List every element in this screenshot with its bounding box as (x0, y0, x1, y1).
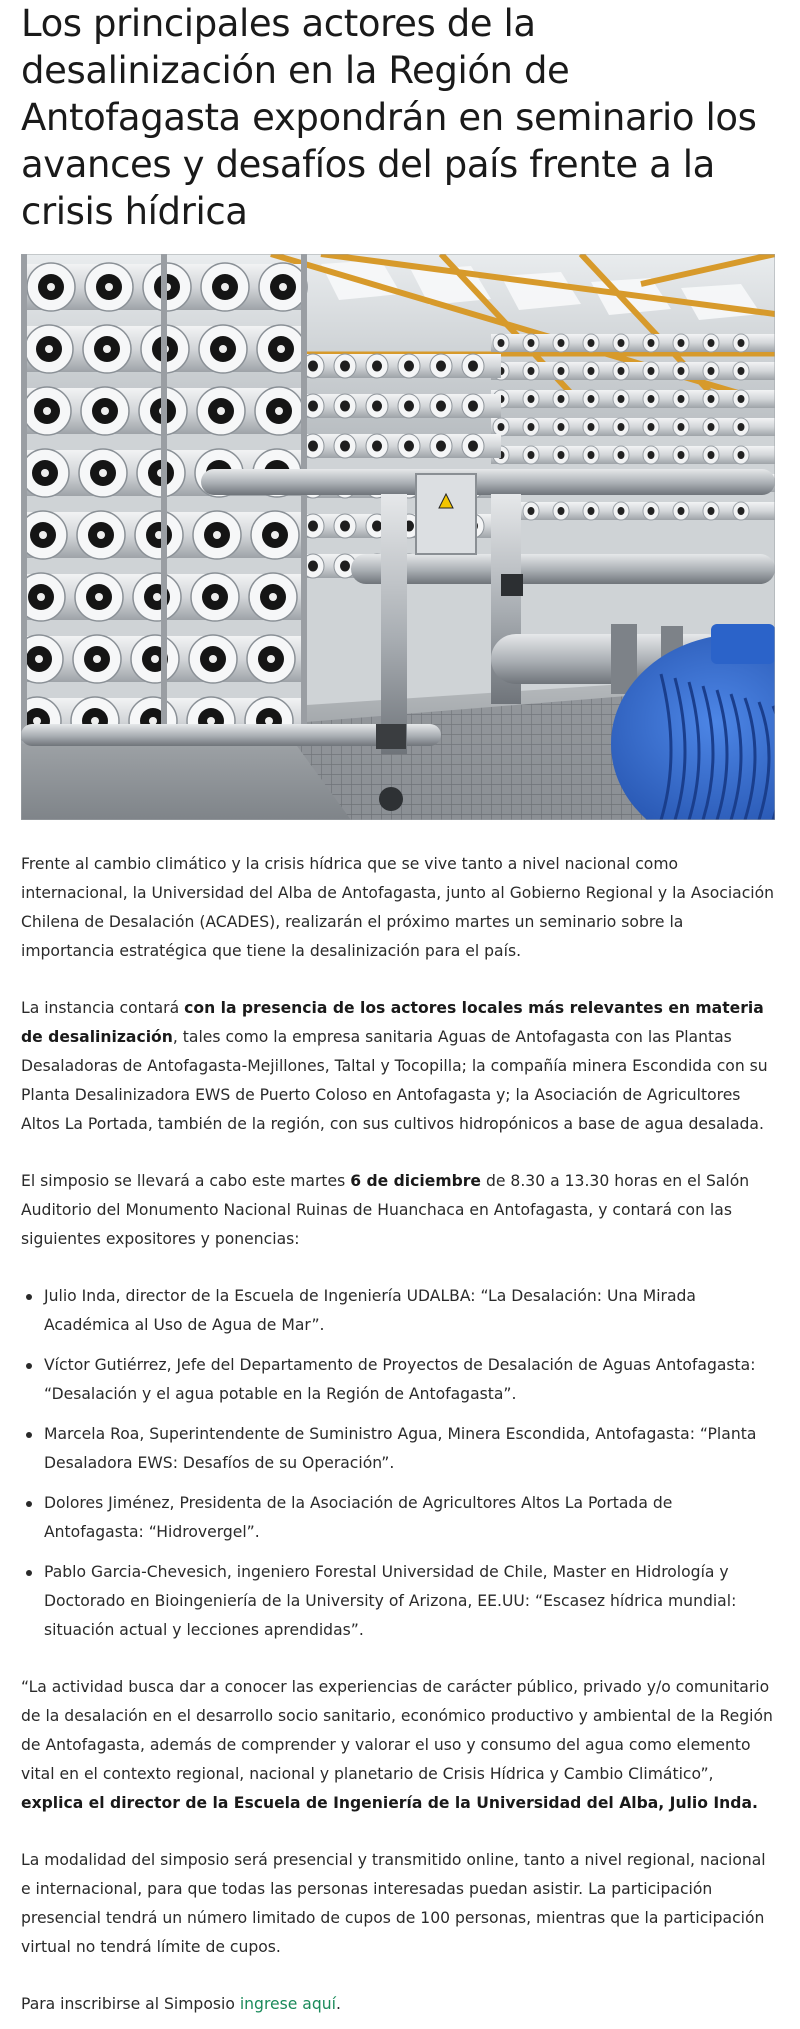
membrane-center (153, 593, 161, 601)
membrane-core (708, 423, 715, 431)
membrane-core (558, 423, 565, 431)
membrane-core (678, 367, 685, 375)
membrane-core (340, 441, 350, 452)
membrane-core (738, 339, 745, 347)
membrane-core (678, 507, 685, 515)
electrical-cabinet (416, 474, 476, 554)
membrane-core (648, 507, 655, 515)
membrane-core (558, 339, 565, 347)
article (21, 0, 775, 2019)
membrane-center (41, 469, 49, 477)
membrane-center (271, 531, 279, 539)
membrane-core (340, 521, 350, 532)
membrane-center (101, 407, 109, 415)
membrane-core (738, 395, 745, 403)
rack-post (161, 254, 167, 734)
membrane-center (35, 655, 43, 663)
membrane-core (648, 423, 655, 431)
membrane-core (708, 367, 715, 375)
membrane-core (498, 339, 505, 347)
membrane-core (468, 441, 478, 452)
membrane-core (678, 423, 685, 431)
main-pipe (351, 554, 775, 584)
membrane-core (708, 339, 715, 347)
membrane-core (340, 561, 350, 572)
speakers-list (21, 1282, 775, 1645)
membrane-center (105, 283, 113, 291)
membrane-core (618, 423, 625, 431)
membrane-core (528, 423, 535, 431)
membrane-core (468, 401, 478, 412)
membrane-core (436, 401, 446, 412)
membrane-core (308, 361, 318, 372)
bullet-icon (26, 1294, 32, 1300)
bullet-icon (26, 1501, 32, 1507)
membrane-center (95, 593, 103, 601)
membrane-core (404, 441, 414, 452)
membrane-center (37, 593, 45, 601)
membrane-core (618, 367, 625, 375)
membrane-core (528, 395, 535, 403)
membrane-core (648, 451, 655, 459)
list-item: Pablo Garcia-Chevesich, ingeniero Forestal Universidad de Chile, Master en Hidrología y Doctorado en Bioingeniería de la University of Arizona, EE.UU: “Escasez hídrica mundial: situación actual y lecciones aprendidas”. (21, 1558, 775, 1645)
membrane-center (43, 407, 51, 415)
membrane-core (372, 401, 382, 412)
list-item: Marcela Roa, Superintendente de Suministro Agua, Minera Escondida, Antofagasta: “Planta Desaladora EWS: Desafíos de su Operación”. (21, 1420, 775, 1478)
membrane-center (211, 593, 219, 601)
register-link[interactable]: ingrese aquí (239, 1995, 336, 2013)
membrane-core (588, 451, 595, 459)
membrane-core (738, 367, 745, 375)
membrane-core (558, 451, 565, 459)
paragraph-schedule: El simposio se llevará a cabo este martes 6 de diciembre de 8.30 a 13.30 horas en el Salón Auditorio del Monumento Nacional Ruinas de Huanchaca en Antofagasta, y contará con las siguientes expositores y ponencias: (21, 1172, 750, 1248)
bullet-icon (26, 1363, 32, 1369)
membrane-core (340, 401, 350, 412)
membrane-core (618, 507, 625, 515)
valve (376, 724, 406, 749)
membrane-core (738, 507, 745, 515)
membrane-center (45, 345, 53, 353)
pump-top (711, 624, 775, 664)
membrane-core (618, 451, 625, 459)
membrane-center (219, 345, 227, 353)
membrane-core (588, 423, 595, 431)
paragraph-modality: La modalidad del simposio será presencial y transmitido online, tanto a nivel regional, nacional e internacional, para que todas las personas interesadas puedan asistir. La participación presencial tendrá un número limitado de cupos de 100 personas, mientras que la participación virtual no tendrá límite de cupos. (21, 1851, 766, 1956)
membrane-center (279, 283, 287, 291)
membrane-center (209, 655, 217, 663)
membrane-center (97, 531, 105, 539)
membrane-core (588, 367, 595, 375)
list-item: Dolores Jiménez, Presidenta de la Asociación de Agricultores Altos La Portada de Antofagasta: “Hidrovergel”. (21, 1489, 775, 1547)
membrane-core (436, 441, 446, 452)
membrane-center (99, 469, 107, 477)
membrane-core (372, 441, 382, 452)
membrane-core (558, 507, 565, 515)
membrane-core (648, 339, 655, 347)
membrane-core (404, 401, 414, 412)
membrane-center (267, 655, 275, 663)
membrane-core (618, 339, 625, 347)
paragraph-actors: La instancia contará con la presencia de los actores locales más relevantes en materia de desalinización, tales como la empresa sanitaria Aguas de Antofagasta con las Plantas Desaladoras de Antofagasta-Mejillones, Taltal y Tocopilla; la compañía minera Escondida con su Planta Desalinizadora EWS de Puerto Coloso en Antofagasta y; la Asociación de Agricultores Altos La Portada, también de la región, con sus cultivos hidropónicos a base de agua desalada. (21, 999, 768, 1133)
membrane-center (217, 407, 225, 415)
membrane-center (47, 283, 55, 291)
membrane-center (277, 345, 285, 353)
membrane-center (33, 717, 41, 725)
membrane-core (648, 395, 655, 403)
membrane-center (39, 531, 47, 539)
membrane-center (269, 593, 277, 601)
membrane-core (738, 423, 745, 431)
membrane-core (738, 451, 745, 459)
bullet-icon (26, 1432, 32, 1438)
list-item: Julio Inda, director de la Escuela de Ingeniería UDALBA: “La Desalación: Una Mirada Académica al Uso de Agua de Mar”. (21, 1282, 775, 1340)
membrane-core (558, 367, 565, 375)
membrane-core (678, 339, 685, 347)
membrane-core (436, 361, 446, 372)
hero-image (21, 254, 775, 820)
membrane-core (678, 451, 685, 459)
membrane-core (528, 451, 535, 459)
paragraph-quote: “La actividad busca dar a conocer las experiencias de carácter público, privado y/o comunitario de la desalación en el desarrollo socio sanitario, económico productivo y ambiental de la Región de Antofagasta, además de comprender y valorar el uso y consumo del agua como elemento vital en el contexto regional, nacional y planetario de Crisis Hídrica y Cambio Climático”, explica el director de la Escuela de Ingeniería de la Universidad del Alba, Julio Inda. (21, 1678, 773, 1812)
membrane-core (468, 361, 478, 372)
membrane-core (372, 361, 382, 372)
membrane-core (528, 339, 535, 347)
membrane-center (93, 655, 101, 663)
membrane-core (498, 423, 505, 431)
paragraph-register: Para inscribirse al Simposio ingrese aquí. (21, 1995, 341, 2013)
membrane-core (708, 507, 715, 515)
paragraph-intro: Frente al cambio climático y la crisis hídrica que se vive tanto a nivel nacional como internacional, la Universidad del Alba de Antofagasta, junto al Gobierno Regional y la Asociación Chilena de Desalación (ACADES), realizarán el próximo martes un seminario sobre la importancia estratégica que tiene la desalinización para el país. (21, 855, 775, 960)
valve (501, 574, 523, 596)
membrane-core (528, 367, 535, 375)
bullet-icon (26, 1570, 32, 1576)
membrane-core (708, 451, 715, 459)
membrane-center (91, 717, 99, 725)
membrane-core (308, 401, 318, 412)
membrane-core (588, 395, 595, 403)
article-body (21, 850, 775, 2019)
membrane-center (149, 717, 157, 725)
membrane-core (308, 521, 318, 532)
membrane-core (678, 395, 685, 403)
membrane-center (221, 283, 229, 291)
article-title: Los principales actores de la desalinización en la Región de Antofagasta expondrán en seminario los avances y desafíos del país frente a la crisis hídrica (21, 2, 757, 233)
membrane-core (308, 561, 318, 572)
membrane-core (618, 395, 625, 403)
membrane-core (372, 521, 382, 532)
valve-wheel (379, 787, 403, 811)
membrane-center (103, 345, 111, 353)
vertical-pipe (381, 494, 407, 754)
main-pipe (201, 469, 775, 495)
membrane-center (265, 717, 273, 725)
list-item: Víctor Gutiérrez, Jefe del Departamento de Proyectos de Desalación de Aguas Antofagasta: “Desalación y el agua potable en la Región de Antofagasta”. (21, 1351, 775, 1409)
membrane-center (151, 655, 159, 663)
membrane-center (213, 531, 221, 539)
membrane-core (308, 441, 318, 452)
membrane-core (588, 339, 595, 347)
membrane-core (528, 507, 535, 515)
membrane-core (648, 367, 655, 375)
membrane-center (207, 717, 215, 725)
membrane-center (275, 407, 283, 415)
membrane-core (404, 361, 414, 372)
membrane-core (708, 395, 715, 403)
membrane-core (588, 507, 595, 515)
membrane-core (340, 361, 350, 372)
rack-post (21, 254, 27, 734)
membrane-core (558, 395, 565, 403)
